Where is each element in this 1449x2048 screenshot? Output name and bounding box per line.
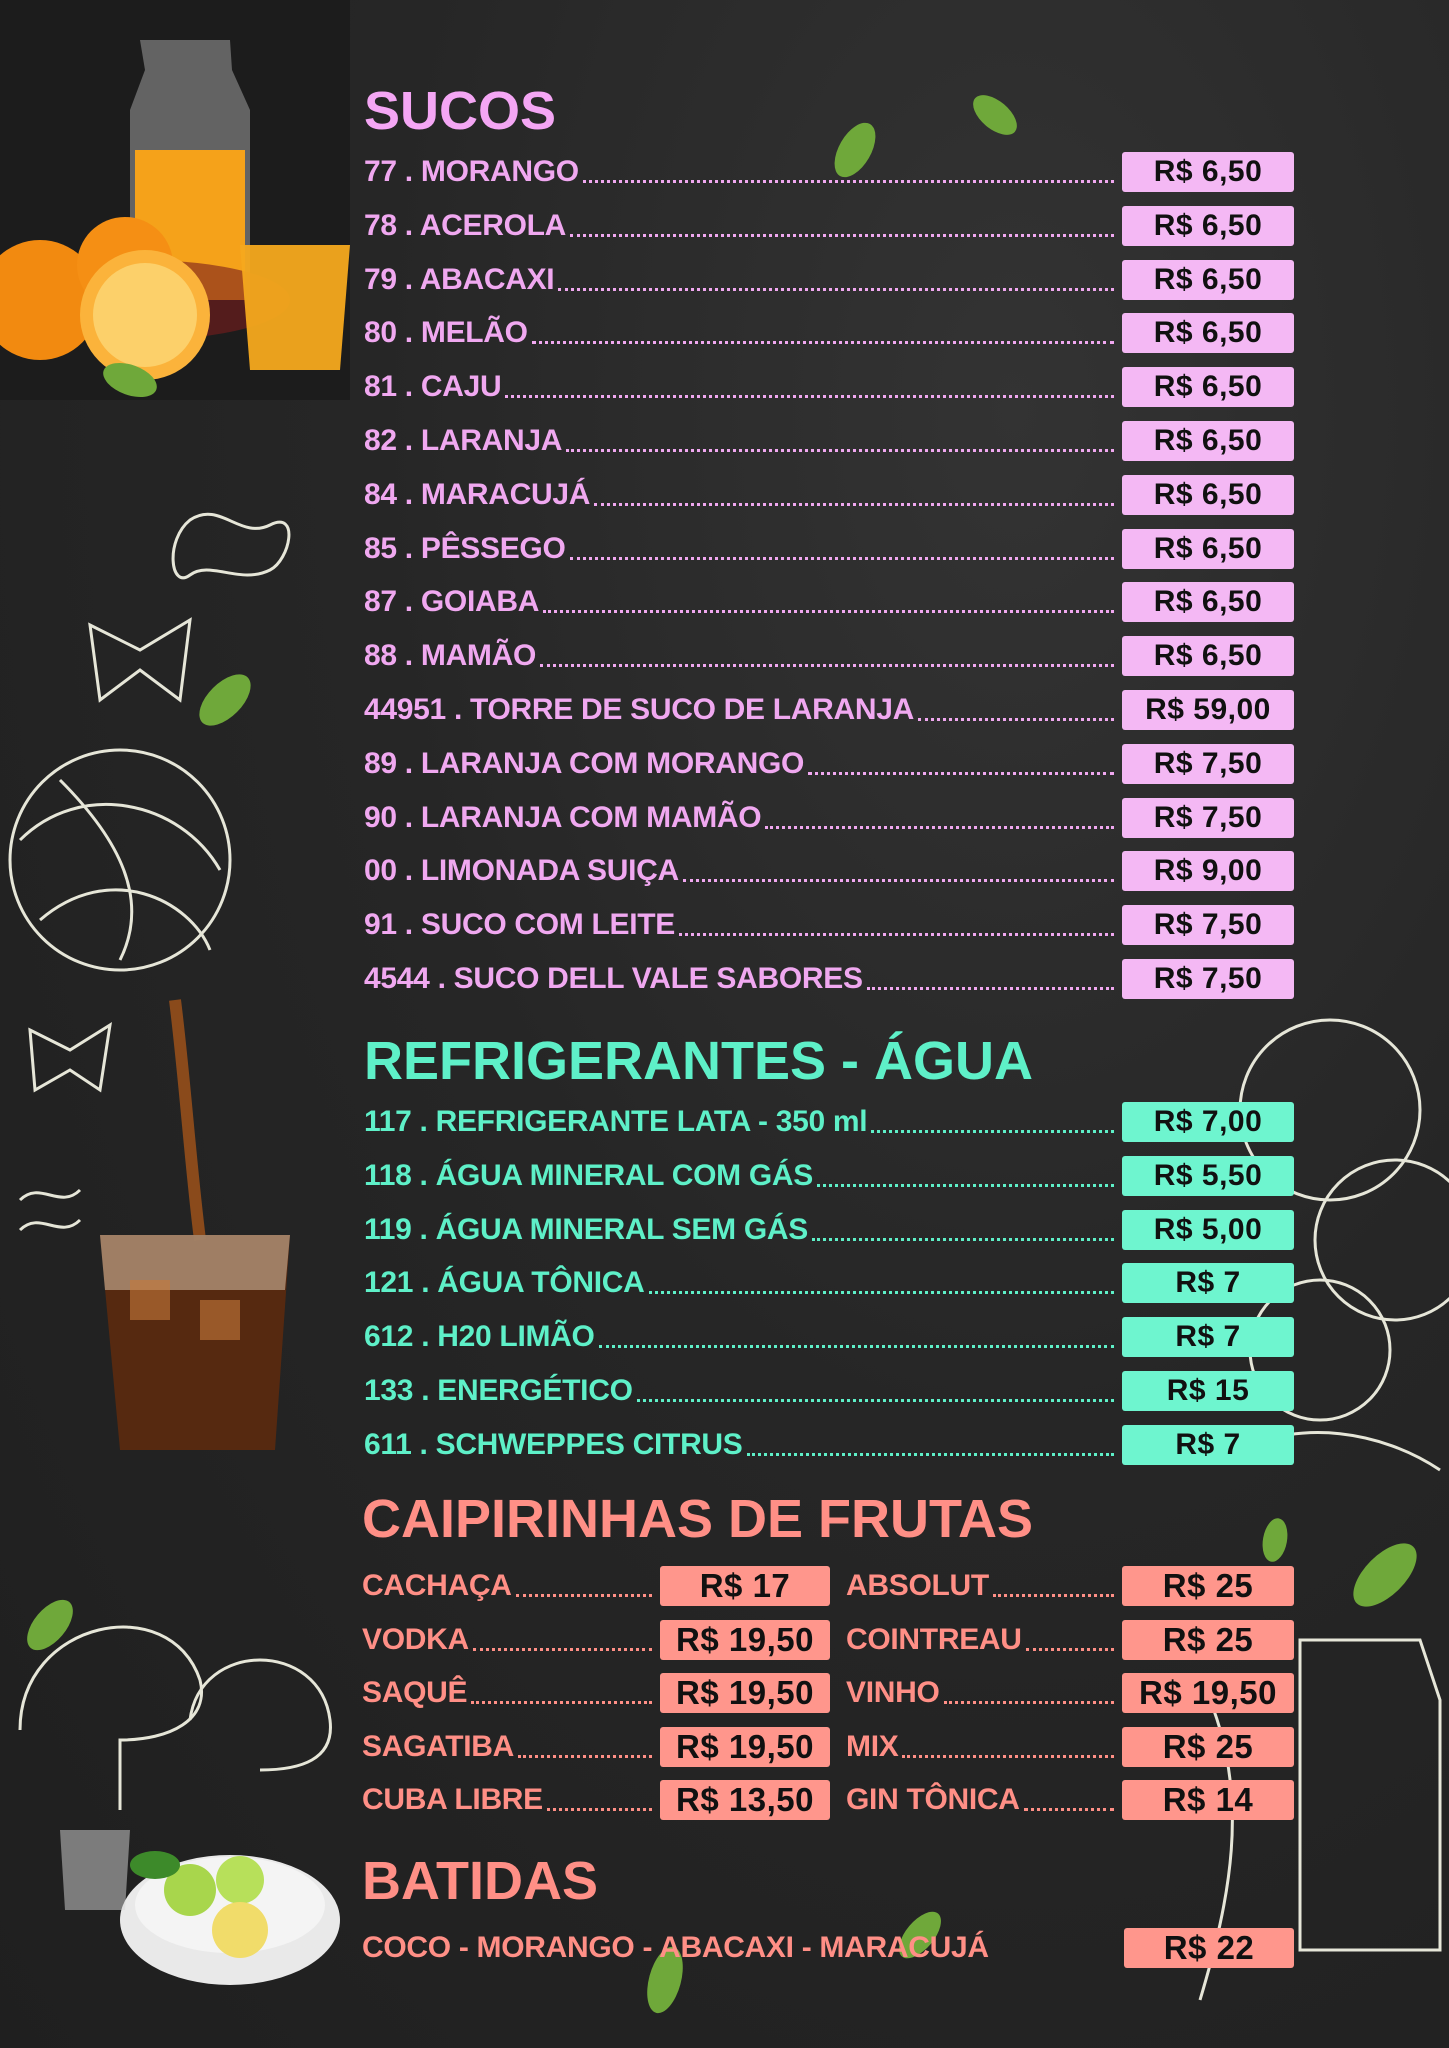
dot-leader [747, 1453, 1114, 1456]
batidas-row [362, 1926, 1294, 1970]
menu-item-row [364, 204, 1294, 248]
menu-item-row [846, 1564, 1294, 1608]
menu-item-price: R$ 7 [1122, 1317, 1294, 1357]
section-title-batidas: BATIDAS [362, 1851, 598, 1911]
menu-item-label: 121 . ÁGUA TÔNICA [364, 1266, 645, 1300]
menu-item-row [362, 1778, 832, 1822]
menu-item-label: 611 . SCHWEPPES CITRUS [364, 1427, 743, 1461]
section-title-refrigerantes: REFRIGERANTES - ÁGUA [364, 1031, 1034, 1091]
menu-item-label: 612 . H20 LIMÃO [364, 1320, 595, 1354]
dot-leader [765, 826, 1114, 829]
dot-leader [471, 1701, 652, 1704]
menu-item-row [364, 634, 1294, 678]
dot-leader [599, 1345, 1114, 1348]
menu-item-row [364, 258, 1294, 302]
menu-item-price: R$ 19,50 [660, 1673, 830, 1713]
dot-leader [867, 987, 1114, 990]
menu-item-price: R$ 25 [1122, 1727, 1294, 1767]
menu-item-label: CACHAÇA [362, 1569, 512, 1602]
dot-leader [871, 1130, 1114, 1133]
menu-item-label: VODKA [362, 1622, 469, 1656]
menu-item-label: VINHO [846, 1676, 940, 1709]
menu-item-row [364, 688, 1294, 732]
menu-item-price: R$ 5,50 [1122, 1156, 1294, 1196]
menu-item-price: R$ 7 [1122, 1425, 1294, 1465]
menu-item-label: 79 . ABACAXI [364, 262, 555, 296]
menu-item-price: R$ 7,50 [1122, 798, 1294, 838]
orange-juice-photo-icon [0, 0, 350, 400]
menu-item-price: R$ 19,50 [660, 1727, 830, 1767]
dot-leader [637, 1399, 1114, 1402]
menu-item-label: SAQUÊ [362, 1676, 468, 1709]
dot-leader [505, 395, 1114, 398]
dot-leader [594, 503, 1114, 506]
menu-item-label: 80 . MELÃO [364, 316, 528, 350]
menu-item-price: R$ 19,50 [660, 1620, 830, 1660]
dot-leader [547, 1808, 652, 1811]
menu-item-label: MIX [846, 1729, 899, 1763]
dot-leader [918, 718, 1114, 721]
menu-item-label: 85 . PÊSSEGO [364, 531, 566, 565]
menu-item-price: R$ 14 [1122, 1780, 1294, 1820]
menu-item-price: R$ 7,00 [1122, 1102, 1294, 1142]
menu-item-price: R$ 25 [1122, 1566, 1294, 1606]
menu-item-label: 88 . MAMÃO [364, 639, 537, 673]
dot-leader [812, 1238, 1114, 1241]
menu-item-row [364, 150, 1294, 194]
menu-item-label: SAGATIBA [362, 1729, 515, 1763]
menu-item-price: R$ 6,50 [1122, 636, 1294, 676]
menu-item-label: 78 . ACEROLA [364, 208, 566, 242]
menu-item-row [846, 1725, 1294, 1769]
dot-leader [518, 1755, 652, 1758]
dot-leader [902, 1755, 1114, 1758]
dot-leader [1024, 1808, 1114, 1811]
dot-leader [817, 1184, 1114, 1187]
menu-item-price: R$ 7,50 [1122, 905, 1294, 945]
menu-item-row [364, 1261, 1294, 1305]
menu-item-label: 84 . MARACUJÁ [364, 477, 591, 511]
batidas-price: R$ 22 [1124, 1928, 1294, 1968]
menu-item-label: CUBA LIBRE [362, 1783, 543, 1816]
caipirinha-bowl-photo-icon [60, 1830, 340, 1985]
menu-item-price: R$ 19,50 [1122, 1673, 1294, 1713]
menu-item-row [364, 742, 1294, 786]
menu-item-label: 117 . REFRIGERANTE LATA - 350 ml [364, 1105, 868, 1138]
section-title-caipirinhas: CAIPIRINHAS DE FRUTAS [362, 1489, 1034, 1549]
menu-item-label: GIN TÔNICA [846, 1783, 1020, 1816]
menu-item-label: COINTREAU [846, 1622, 1022, 1656]
menu-item-label: 90 . LARANJA COM MAMÃO [364, 800, 762, 834]
menu-item-price: R$ 6,50 [1122, 421, 1294, 461]
menu-item-price: R$ 15 [1122, 1371, 1294, 1411]
menu-item-row [364, 957, 1294, 1001]
menu-item-row [364, 1423, 1294, 1467]
dot-leader [944, 1701, 1114, 1704]
batidas-label: COCO - MORANGO - ABACAXI - MARACUJÁ [362, 1931, 989, 1964]
menu-item-label: 81 . CAJU [364, 370, 502, 404]
menu-item-label: 00 . LIMONADA SUIÇA [364, 854, 679, 888]
menu-item-price: R$ 7 [1122, 1263, 1294, 1303]
menu-item-price: R$ 7,50 [1122, 959, 1294, 999]
menu-item-row [364, 527, 1294, 571]
menu-item-row [364, 903, 1294, 947]
pasta-sketch-icon [10, 514, 289, 1230]
menu-item-price: R$ 6,50 [1122, 313, 1294, 353]
dot-leader [1026, 1648, 1114, 1651]
menu-item-label: 82 . LARANJA [364, 424, 563, 457]
menu-item-row [364, 419, 1294, 463]
dot-leader [558, 288, 1114, 291]
menu-item-row [364, 473, 1294, 517]
menu-item-row [846, 1618, 1294, 1662]
menu-item-row [364, 1369, 1294, 1413]
menu-item-row [364, 1154, 1294, 1198]
menu-item-label: ABSOLUT [846, 1569, 989, 1602]
menu-item-row [364, 311, 1294, 355]
menu-item-row [846, 1778, 1294, 1822]
menu-item-price: R$ 6,50 [1122, 475, 1294, 515]
menu-item-label: 118 . ÁGUA MINERAL COM GÁS [364, 1158, 813, 1192]
section-title-sucos: SUCOS [364, 81, 557, 141]
menu-item-label: 77 . MORANGO [364, 155, 579, 188]
menu-item-label: 87 . GOIABA [364, 585, 540, 619]
dot-leader [583, 180, 1114, 183]
menu-item-price: R$ 6,50 [1122, 260, 1294, 300]
menu-item-price: R$ 6,50 [1122, 152, 1294, 192]
menu-item-row [362, 1671, 832, 1715]
menu-item-label: 44951 . TORRE DE SUCO DE LARANJA [364, 693, 914, 726]
dot-leader [540, 664, 1114, 667]
dot-leader [570, 557, 1114, 560]
menu-item-label: 91 . SUCO COM LEITE [364, 908, 676, 942]
dot-leader [683, 879, 1114, 882]
menu-item-price: R$ 5,00 [1122, 1210, 1294, 1250]
menu-item-price: R$ 6,50 [1122, 529, 1294, 569]
menu-item-label: 89 . LARANJA COM MORANGO [364, 746, 805, 780]
dot-leader [473, 1648, 652, 1651]
dot-leader [679, 933, 1114, 936]
menu-item-row [364, 849, 1294, 893]
dot-leader [570, 234, 1114, 237]
dot-leader [649, 1291, 1114, 1294]
dot-leader [808, 772, 1114, 775]
menu-item-row [364, 1315, 1294, 1359]
menu-item-label: 4544 . SUCO DELL VALE SABORES [364, 962, 863, 995]
menu-item-row [364, 365, 1294, 409]
menu-item-price: R$ 7,50 [1122, 744, 1294, 784]
menu-item-price: R$ 6,50 [1122, 206, 1294, 246]
menu-item-price: R$ 25 [1122, 1620, 1294, 1660]
dot-leader [566, 449, 1114, 452]
menu-item-row [364, 796, 1294, 840]
menu-item-row [364, 580, 1294, 624]
menu-item-price: R$ 6,50 [1122, 582, 1294, 622]
menu-item-row [362, 1564, 832, 1608]
menu-item-price: R$ 13,50 [660, 1780, 830, 1820]
dot-leader [993, 1594, 1114, 1597]
dot-leader [516, 1594, 652, 1597]
menu-item-label: 119 . ÁGUA MINERAL SEM GÁS [364, 1212, 808, 1246]
dot-leader [543, 610, 1114, 613]
cola-glass-photo-icon [100, 1000, 290, 1450]
dot-leader [532, 341, 1114, 344]
menu-item-price: R$ 9,00 [1122, 851, 1294, 891]
menu-item-price: R$ 59,00 [1122, 690, 1294, 730]
menu-item-price: R$ 6,50 [1122, 367, 1294, 407]
menu-item-row [364, 1100, 1294, 1144]
menu-item-label: 133 . ENERGÉTICO [364, 1374, 633, 1407]
menu-item-row [362, 1725, 832, 1769]
menu-item-row [364, 1208, 1294, 1252]
menu-item-row [846, 1671, 1294, 1715]
menu-item-price: R$ 17 [660, 1566, 830, 1606]
menu-item-row [362, 1618, 832, 1662]
